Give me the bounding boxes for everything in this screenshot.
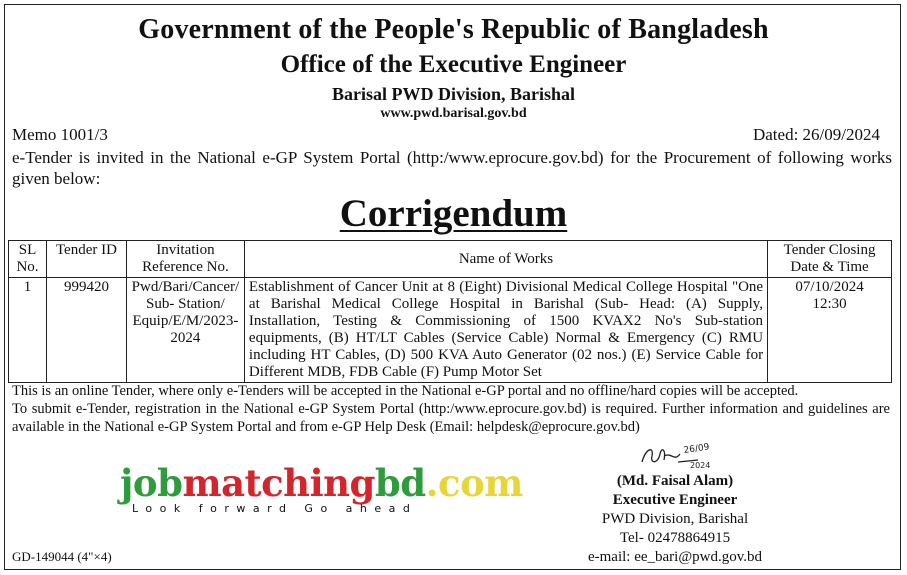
watermark-wordmark [120, 463, 530, 503]
government-heading: Government of the People's Republic of Bangladesh [138, 14, 769, 45]
handwritten-signature-icon [638, 442, 718, 472]
cell-invitation: Pwd/Bari/Cancer/ Sub- Station/ Equip/E/M/2023-2024 [126, 278, 244, 383]
cell-closing [768, 278, 892, 383]
signer-designation: Executive Engineer [612, 492, 738, 508]
cell-sl: 1 [9, 278, 47, 383]
signer-email: e-mail: ee_bari@pwd.gov.bd [587, 549, 763, 565]
table-header-row [9, 241, 892, 278]
watermark-logo [120, 463, 530, 515]
wordmark-bd: bd [374, 461, 426, 505]
signer-office: PWD Division, Barishal [601, 511, 749, 527]
table-row [9, 278, 892, 383]
cell-tender-id: 999420 [46, 278, 126, 383]
note-online-tender: This is an online Tender, where only e-Tenders will be accepted in the National e-GP portal and no offline/hard copies will be accepted. [12, 383, 799, 399]
svg-text:26/09: 26/09 [683, 442, 711, 456]
note-registration: To submit e-Tender, registration in the National e-GP System Portal (http:/www.eprocure.gov.bd) is required. Further information and guidelines are available in the National e-GP System Portal and from e-GP Help Desk (Email: helpdesk@eprocure.gov.bd) [12, 401, 890, 435]
watermark-tagline: Look forward Go ahead [132, 502, 418, 515]
website-text: www.pwd.barisal.gov.bd [380, 106, 527, 121]
header-invitation: Invitation Reference No. [126, 241, 244, 278]
header-closing: Tender Closing Date & Time [768, 241, 892, 278]
footer-code: GD-149044 (4"×4) [12, 549, 112, 564]
corrigendum-title: Corrigendum [339, 192, 568, 235]
cell-works: Establishment of Cancer Unit at 8 (Eight) Divisional Medical College Hospital "One at Barishal Medical College Hospital in Barishal (Sub- Head: (A) Supply, Installation, Testing & Commissioning of 1500 KVAX2 No's Sub-station equipments, (B) HT/LT Cables (Service Cable) Normal & Emergency (C) RMU including HT Cables, (D) 500 KVA Auto Generator (02 nos.) (E) Service Cable for Different MDB, FDB Cable (F) Pump Motor Set [244, 278, 767, 383]
svg-text:2024: 2024 [690, 461, 711, 470]
memo-number: Memo 1001/3 [12, 125, 108, 144]
wordmark-job: job [120, 461, 183, 505]
intro-paragraph: e-Tender is invited in the National e-GP System Portal (http:/www.eprocure.gov.bd) for the Procurement of following works given below: [12, 148, 892, 188]
wordmark-com: .com [425, 461, 523, 505]
header-sl: SL No. [9, 241, 47, 278]
signer-name: (Md. Faisal Alam) [616, 473, 734, 489]
wordmark-matching: matching [182, 461, 375, 505]
header-tender-id: Tender ID [46, 241, 126, 278]
notes-block [12, 382, 890, 436]
office-heading: Office of the Executive Engineer [280, 51, 627, 78]
signer-block [560, 472, 790, 567]
signer-tel: Tel- 02478864915 [619, 530, 731, 546]
header-works: Name of Works [244, 241, 767, 278]
tender-table [8, 240, 892, 383]
closing-date: 07/10/2024 [795, 279, 864, 295]
closing-time: 12:30 [812, 296, 847, 312]
division-heading: Barisal PWD Division, Barishal [331, 84, 576, 104]
corrigendum-title-wrap [0, 191, 907, 236]
memo-date: Dated: 26/09/2024 [752, 125, 880, 144]
